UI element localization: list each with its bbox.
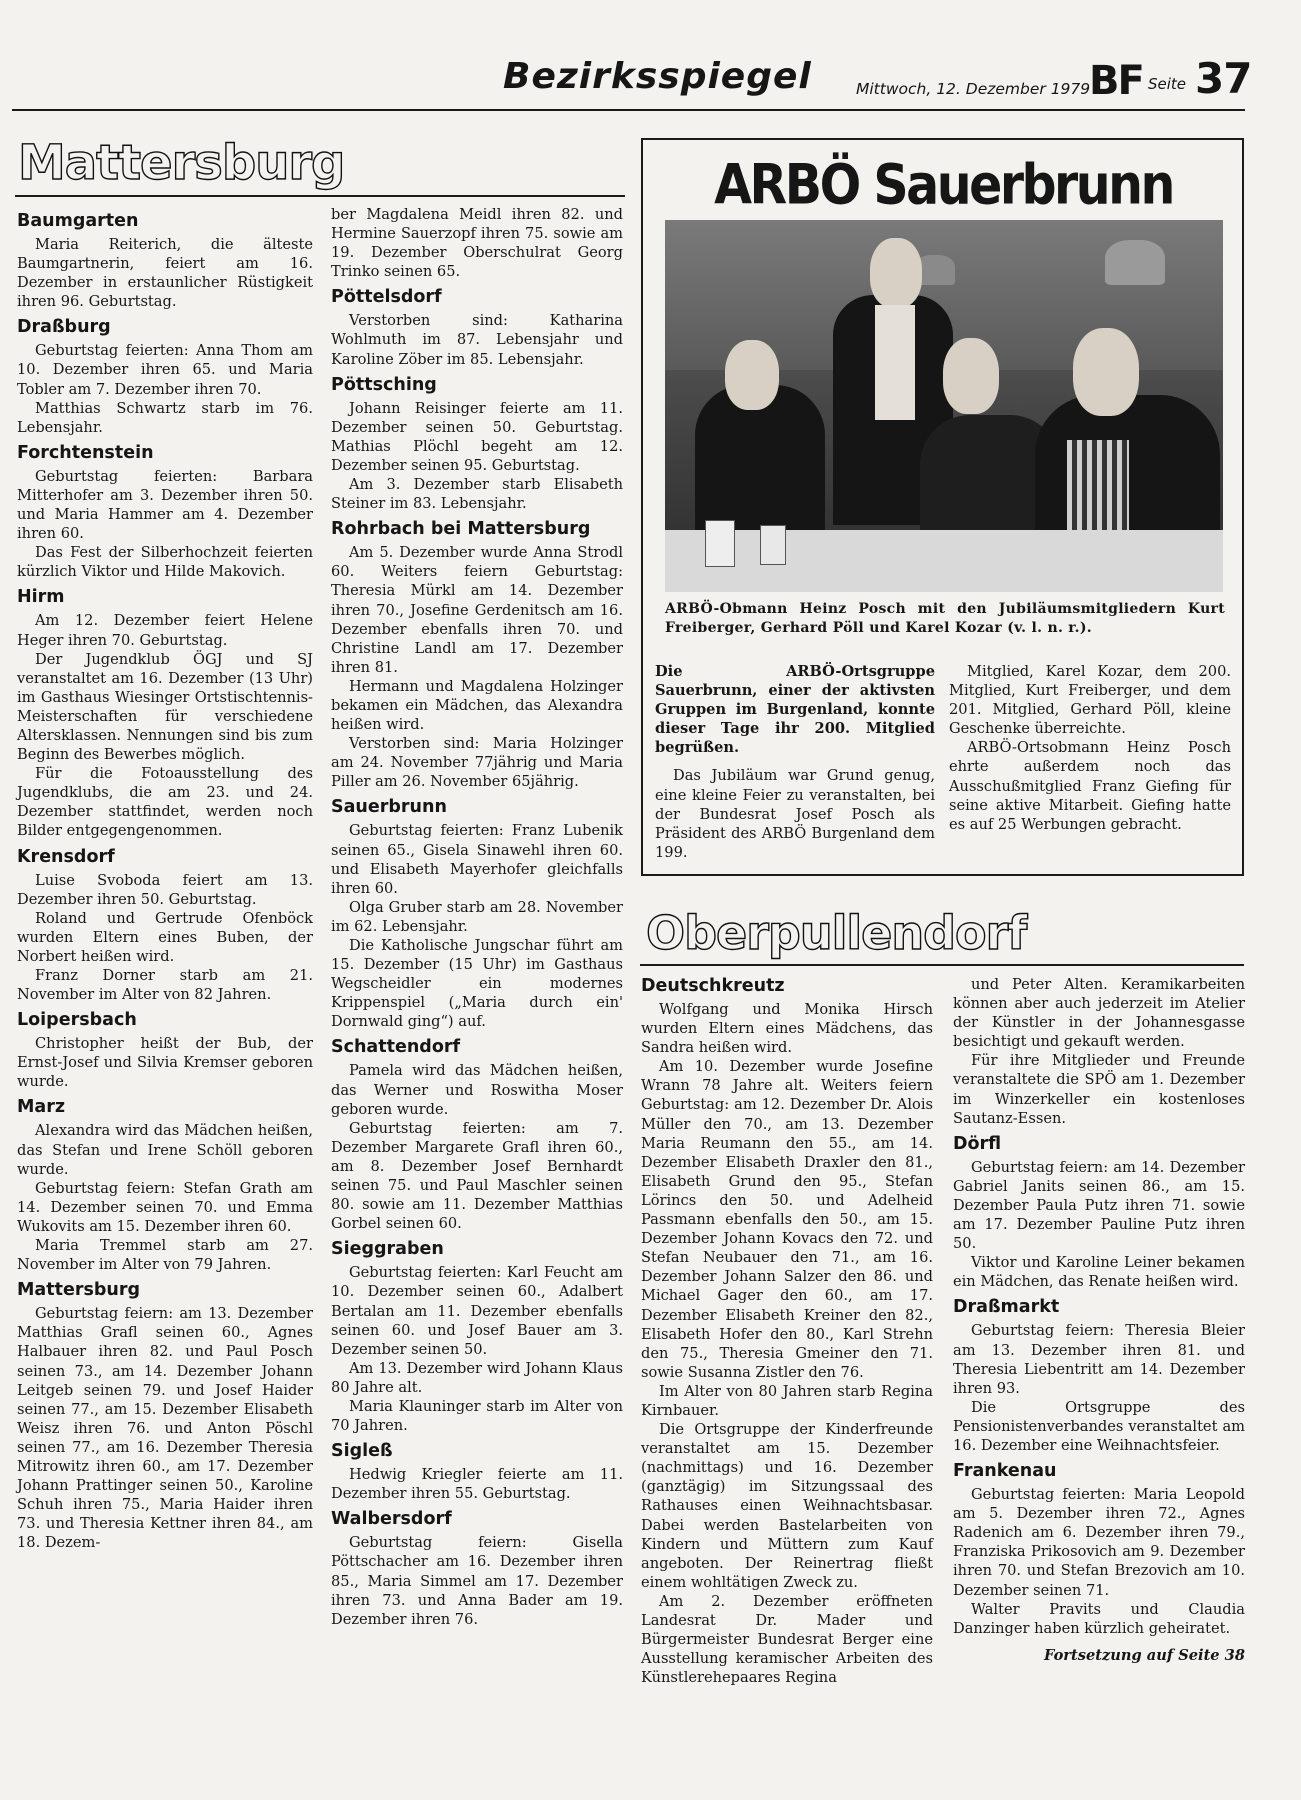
- paragraph: Am 12. Dezember feiert Helene Heger ihren 70. Geburtstag.: [17, 612, 313, 649]
- place-heading: Forchtenstein: [17, 442, 154, 463]
- paragraph: Wolfgang und Monika Hirsch wurden Eltern eines Mädchens, das Sandra heißen wird.: [641, 1001, 933, 1057]
- arbo-headline: ARBÖ Sauerbrunn: [714, 153, 1173, 217]
- paragraph: Mitglied, Karel Kozar, dem 200. Mitglied, Kurt Freiberger, und dem 201. Mitglied, Gerhard Pöll, kleine Geschenke überreichte.: [949, 663, 1231, 738]
- paragraph: Geburtstag feiern: am 14. Dezember Gabriel Janits seinen 86., am 15. Dezember Paula Putz ihren 71. sowie am 17. Dezember Pauline Putz ihren 50.: [953, 1158, 1245, 1253]
- place-block-sauerbrunn: [331, 796, 623, 1031]
- paragraph: Olga Gruber starb am 28. November im 62. Lebensjahr.: [331, 898, 623, 935]
- paragraph: Geburtstag feierten: Anna Thom am 10. Dezember ihren 65. und Maria Tobler am 7. Dezember ihren 70.: [17, 342, 313, 398]
- place-heading: Baumgarten: [17, 211, 139, 231]
- place-block-krensdorf: [17, 846, 313, 1005]
- place-block-rohrbach-bei-mattersburg: [331, 518, 623, 791]
- place-heading: Walbersdorf: [331, 1509, 452, 1530]
- paragraph: Walter Pravits und Claudia Danzinger haben kürzlich geheiratet.: [953, 1600, 1245, 1637]
- place-heading: Draßburg: [17, 317, 111, 338]
- place-block-deutschkreutz: [641, 975, 933, 1687]
- paragraph: Am 10. Dezember wurde Josefine Wrann 78 Jahre alt. Weiters feiern Geburtstag: am 12. Dezember Dr. Alois Müller den 70., am 13. Dezember Maria Reumann den 55., am 14. Dezember Elisabeth Draxler den 81., Elisabeth Grund den 95., Stefan Lörincs den 50. und Adelheid Passmann ebenfalls den 50., am 15. Dezember Johann Kovacs den 72. und Stefan Neubauer den 71., am 16. Dezember Johann Salzer den 86. und Michael Gager den 60., am 17. Dezember Elisabeth Kreiner den 82., Elisabeth Hofer den 80., Karl Strehn den 75., Theresia Gmeiner den 71. sowie Susanna Zistler den 76.: [641, 1058, 933, 1381]
- paragraph: Verstorben sind: Maria Holzinger am 24. November 77jährig und Maria Piller am 26. November 65jährig.: [331, 735, 623, 791]
- place-block-sieggraben: [331, 1238, 623, 1435]
- place-block-marz: [17, 1096, 313, 1274]
- mattersburg-col2-lead: ber Magdalena Meidl ihren 82. und Hermine Sauerzopf ihren 75. sowie am 19. Dezember Oberschulrat Georg Trinko seinen 65.: [331, 206, 623, 281]
- paragraph: Johann Reisinger feierte am 11. Dezember seinen 50. Geburtstag. Mathias Plöchl begeht am 12. Dezember seinen 95. Geburtstag.: [331, 399, 623, 474]
- mattersburg-column-2: [331, 205, 623, 1629]
- paragraph: Matthias Schwartz starb im 76. Lebensjahr.: [17, 399, 313, 436]
- place-heading: Pöttelsdorf: [331, 287, 442, 308]
- paragraph: Alexandra wird das Mädchen heißen, das Stefan und Irene Schöll geboren wurde.: [17, 1122, 313, 1178]
- paragraph: Für die Fotoausstellung des Jugendklubs, die am 23. und 24. Dezember stattfindet, werden noch Bilder entgegengenommen.: [17, 765, 313, 840]
- paragraph: Das Jubiläum war Grund genug, eine kleine Feier zu veranstalten, bei der Bundesrat Josef Posch als Präsident des ARBÖ Burgenland dem 199.: [655, 767, 935, 861]
- paragraph: Roland und Gertrude Ofenböck wurden Eltern eines Buben, der Norbert heißen wird.: [17, 909, 313, 965]
- arbo-photo-caption: ARBÖ-Obmann Heinz Posch mit den Jubiläumsmitgliedern Kurt Freiberger, Gerhard Pöll und Karel Kozar (v. l. n. r.).: [665, 601, 1225, 636]
- place-block-frankenau: [953, 1460, 1245, 1638]
- paragraph: Geburtstag feierten: Barbara Mitterhofer am 3. Dezember ihren 50. und Maria Hammer am 4. Dezember ihren 60.: [17, 467, 313, 543]
- paragraph: Franz Dorner starb am 21. November im Alter von 82 Jahren.: [17, 967, 313, 1004]
- place-heading: Rohrbach bei Mattersburg: [331, 519, 591, 540]
- paragraph: Am 2. Dezember eröffneten Landesrat Dr. Mader und Bürgermeister Bundesrat Berger eine Ausstellung keramischer Arbeiten des Künstlerehepaares Regina: [641, 1592, 933, 1687]
- paragraph: Die Ortsgruppe des Pensionistenverbandes veranstaltet am 16. Dezember eine Weihnachtsfeier.: [953, 1398, 1245, 1454]
- place-heading: Draßmarkt: [953, 1297, 1060, 1318]
- arbo-lead: Die ARBÖ-Ortsgruppe Sauerbrunn, einer der aktivsten Gruppen im Burgenland, konnte dieser Tage ihr 200. Mitglied begrüßen.: [655, 663, 935, 757]
- mattersburg-column-1: [17, 205, 313, 1552]
- paragraph: Luise Svoboda feiert am 13. Dezember ihren 50. Geburtstag.: [17, 871, 313, 908]
- place-heading: Schattendorf: [331, 1037, 461, 1058]
- place-heading: Krensdorf: [17, 846, 115, 867]
- place-heading: Hirm: [17, 587, 65, 608]
- paragraph: Die Ortsgruppe der Kinderfreunde veranstaltet am 15. Dezember (nachmittags) und 16. Dezember (ganztägig) im Sitzungssaal des Rathauses einen Weihnachtsbasar. Dabei werden Bastelarbeiten von Kindern und Müttern zum Kauf angeboten. Der Reinertrag fließt einem wohltätigen Zweck zu.: [641, 1421, 933, 1591]
- paragraph: Geburtstag feierten: am 7. Dezember Margarete Grafl ihren 60., am 8. Dezember Josef Bernhardt seinen 75. und Paul Maschler seinen 80. sowie am 11. Dezember Matthias Gorbel seinen 60.: [331, 1119, 623, 1233]
- paragraph: Maria Klauninger starb im Alter von 70 Jahren.: [331, 1397, 623, 1435]
- continuation-note: Fortsetzung auf Seite 38: [1044, 1646, 1245, 1664]
- place-block-schattendorf: [331, 1036, 623, 1233]
- paragraph: Im Alter von 80 Jahren starb Regina Kirnbauer.: [641, 1382, 933, 1419]
- section-header-mattersburg: Mattersburg: [18, 135, 345, 191]
- paragraph: Geburtstag feierten: Karl Feucht am 10. Dezember seinen 60., Adalbert Bertalan am 11. Dezember ebenfalls seinen 60. und Josef Bauer am 3. Dezember seinen 50.: [331, 1264, 623, 1358]
- paragraph: Am 13. Dezember wird Johann Klaus 80 Jahre alt.: [331, 1359, 623, 1396]
- place-heading: Sigleß: [331, 1441, 393, 1462]
- page-number: 37: [1195, 54, 1252, 103]
- paragraph: Viktor und Karoline Leiner bekamen ein Mädchen, das Renate heißen wird.: [953, 1254, 1245, 1291]
- oberpullendorf-column-2: [953, 975, 1245, 1665]
- paragraph: Maria Reiterich, die älteste Baumgartnerin, feiert am 16. Dezember in erstaunlicher Rüstigkeit ihren 96. Geburtstag.: [17, 236, 313, 311]
- masthead-logo: BF: [1089, 58, 1143, 104]
- paragraph: Christopher heißt der Bub, der Ernst-Josef und Silvia Kremser geboren wurde.: [17, 1035, 313, 1091]
- place-block-forchtenstein: [17, 442, 313, 582]
- paragraph: Geburtstag feiern: Theresia Bleier am 13. Dezember ihren 81. und Theresia Liebentritt am 14. Dezember ihren 93.: [953, 1322, 1245, 1397]
- paragraph: Für ihre Mitglieder und Freunde veranstaltete die SPÖ am 1. Dezember im Winzerkeller ein kostenloses Sautanz-Essen.: [953, 1052, 1245, 1127]
- masthead-date: Mittwoch, 12. Dezember 1979: [856, 80, 1091, 98]
- section-rule-mattersburg: [15, 195, 625, 197]
- place-heading: Mattersburg: [17, 1280, 141, 1301]
- paragraph: und Peter Alten. Keramikarbeiten können aber auch jederzeit im Atelier der Künstler in der Johannesgasse besichtigt und gekauft werden.: [953, 976, 1245, 1051]
- place-heading: Frankenau: [953, 1461, 1057, 1482]
- place-block-pottsching: [331, 374, 623, 514]
- place-block-walbersdorf: [331, 1508, 623, 1628]
- place-block-drassburg: [17, 316, 313, 436]
- paragraph: Pamela wird das Mädchen heißen, das Werner und Roswitha Moser geboren wurde.: [331, 1062, 623, 1118]
- paragraph: Geburtstag feierten: Maria Leopold am 5. Dezember ihren 72., Agnes Radenich am 6. Dezember ihren 79., Franziska Prikosovich am 9. Dezember ihren 70. und Stefan Brezovich am 10. Dezember seinen 71.: [953, 1486, 1245, 1599]
- paragraph: Der Jugendklub ÖGJ und SJ veranstaltet am 16. Dezember (13 Uhr) im Gasthaus Wiesinger Ortstischtennis-Meisterschaften für verschiedene Altersklassen. Nennungen sind bis zum Beginn des Bewerbes möglich.: [17, 650, 313, 764]
- paragraph: Hermann und Magdalena Holzinger bekamen ein Mädchen, das Alexandra heißen wird.: [331, 677, 623, 734]
- paragraph: Geburtstag feiern: Stefan Grath am 14. Dezember seinen 70. und Emma Wukovits am 15. Dezember ihren 60.: [17, 1179, 313, 1235]
- place-heading: Marz: [17, 1097, 66, 1118]
- place-heading: Sauerbrunn: [331, 797, 447, 818]
- place-heading: Deutschkreutz: [641, 976, 785, 996]
- place-heading: Pöttsching: [331, 374, 437, 395]
- paragraph: Hedwig Kriegler feierte am 11. Dezember ihren 55. Geburtstag.: [331, 1466, 623, 1503]
- arbo-article-box: [641, 138, 1244, 876]
- paragraph: Die Katholische Jungschar führt am 15. Dezember (15 Uhr) im Gasthaus Wegscheidler ein modernes Krippenspiel („Maria durch ein' Dornwald ging“) auf.: [331, 937, 623, 1031]
- place-heading: Sieggraben: [331, 1239, 444, 1260]
- paragraph: Das Fest der Silberhochzeit feierten kürzlich Viktor und Hilde Makovich.: [17, 544, 313, 581]
- place-block-mattersburg: [17, 1279, 313, 1552]
- section-rule-oberpullendorf: [640, 964, 1244, 966]
- arbo-column-left: [655, 662, 935, 862]
- masthead-seite-label: Seite: [1148, 75, 1187, 93]
- place-heading: Dörfl: [953, 1133, 1002, 1154]
- place-block-loipersbach: [17, 1009, 313, 1091]
- place-block-sigless: [331, 1440, 623, 1503]
- masthead-title: Bezirksspiegel: [503, 56, 812, 97]
- section-header-oberpullendorf: Oberpullendorf: [646, 906, 1027, 960]
- paragraph: ARBÖ-Ortsobmann Heinz Posch ehrte außerdem noch das Ausschußmitglied Franz Giefing für seine aktive Mitarbeit. Giefing hatte es auf 25 Werbungen gebracht.: [949, 739, 1231, 833]
- place-heading: Loipersbach: [17, 1010, 137, 1031]
- place-block-dorfl: [953, 1133, 1245, 1292]
- paragraph: Geburtstag feierten: Franz Lubenik seinen 65., Gisela Sinawehl ihren 60. und Elisabeth Mayerhofer gleichfalls ihren 60.: [331, 822, 623, 897]
- paragraph: Am 3. Dezember starb Elisabeth Steiner im 83. Lebensjahr.: [331, 476, 623, 513]
- oberpullendorf-column-1: [641, 970, 933, 1687]
- place-block-hirm: [17, 586, 313, 840]
- paragraph: Am 5. Dezember wurde Anna Strodl 60. Weiters feiern Geburtstag: Theresia Mürkl am 14. Dezember ihren 70., Josefine Gerdenitsch am 16. Dezember ebenfalls ihren 70. und Christine Landl am 17. Dezember ihren 81.: [331, 544, 623, 676]
- masthead-rule: [12, 109, 1245, 111]
- paragraph: Geburtstag feiern: am 13. Dezember Matthias Grafl seinen 60., Agnes Halbauer ihren 82. und Paul Posch seinen 73., am 14. Dezember Johann Leitgeb seinen 79. und Josef Haider seinen 77., am 15. Dezember Elisabeth Weisz ihren 76. und Anton Pöschl seinen 77., am 16. Dezember Theresia Mitrowitz ihren 60., am 17. Dezember Johann Prattinger seinen 50., Karoline Schuh ihren 75., Maria Haider ihren 73. und Theresia Kettner ihren 84., am 18. Dezem-: [17, 1305, 313, 1552]
- arbo-column-right: [949, 662, 1231, 834]
- paragraph: Geburtstag feiern: Gisella Pöttschacher am 16. Dezember ihren 85., Maria Simmel am 17. Dezember ihren 73. und Anna Bader am 19. Dezember ihren 76.: [331, 1534, 623, 1628]
- place-block-pottelsdorf: [331, 286, 623, 368]
- place-block-baumgarten: [17, 210, 313, 311]
- paragraph: Verstorben sind: Katharina Wohlmuth im 87. Lebensjahr und Karoline Zöber im 85. Lebensjahr.: [331, 312, 623, 368]
- paragraph: Maria Tremmel starb am 27. November im Alter von 79 Jahren.: [17, 1237, 313, 1274]
- place-block-drassmarkt: [953, 1296, 1245, 1455]
- arbo-photo: [665, 220, 1223, 592]
